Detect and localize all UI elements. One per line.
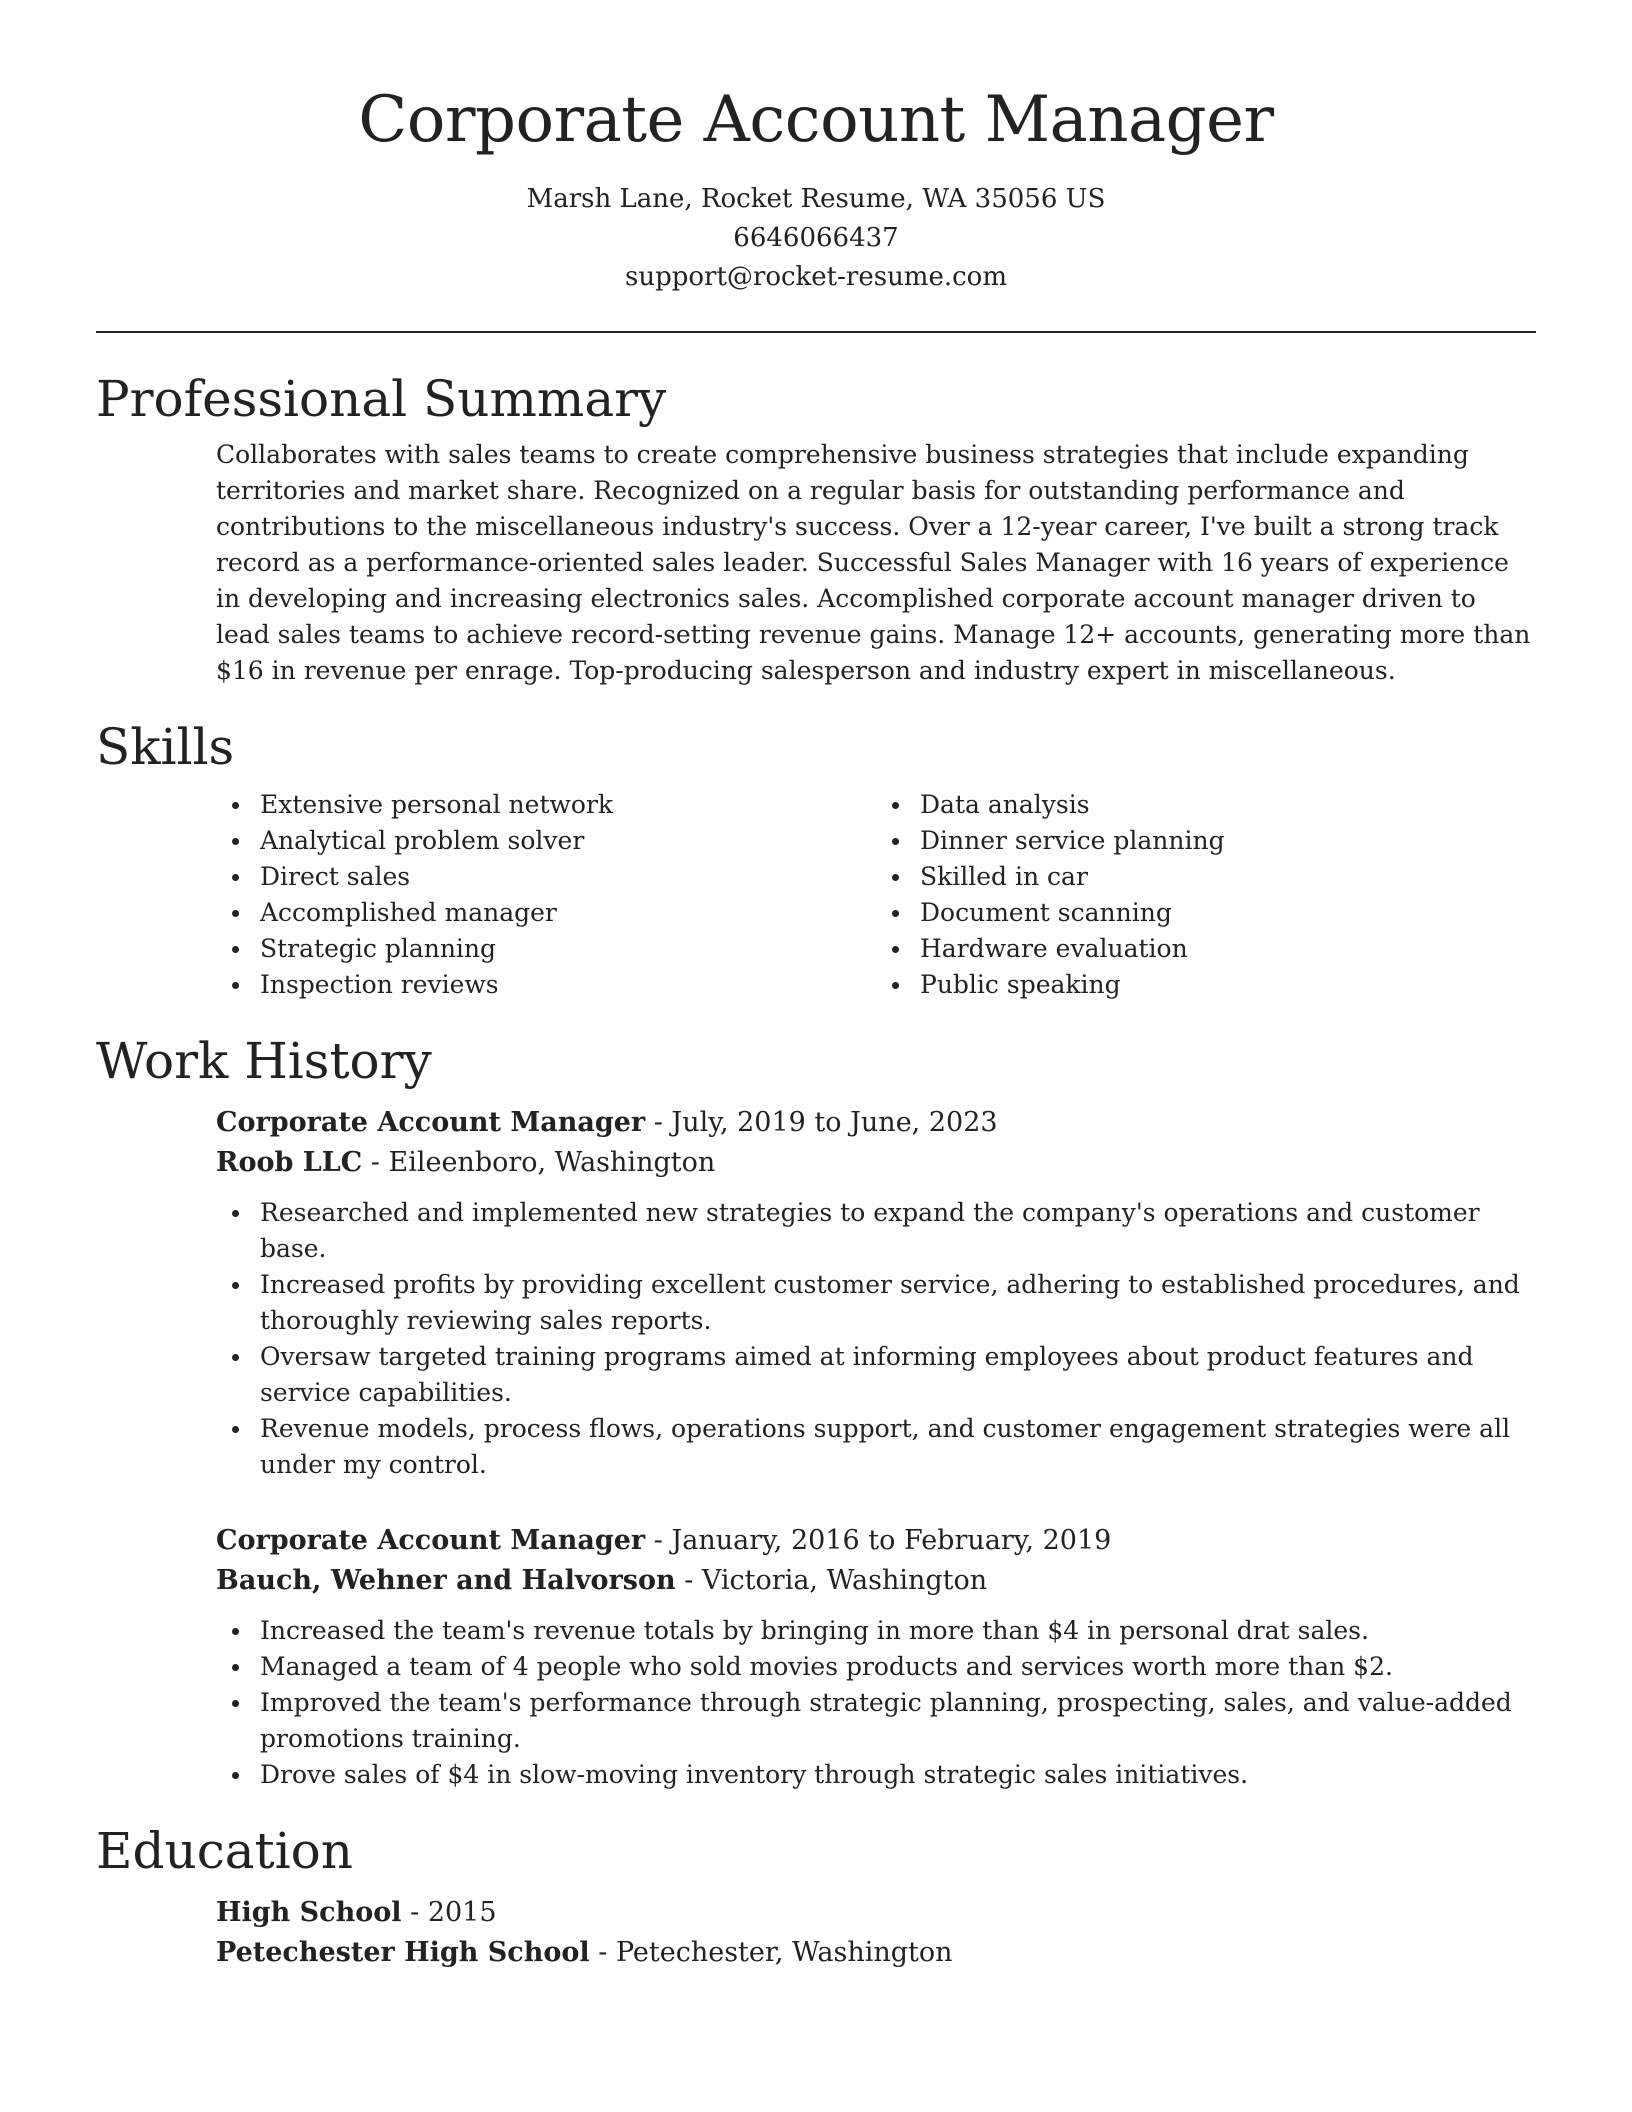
job-company-line (216, 1561, 1536, 1601)
job-title-line (216, 1521, 1536, 1561)
company-location: - Eileenboro, Washington (362, 1146, 716, 1178)
skills-section (96, 717, 1536, 1003)
graduation-year: - 2015 (401, 1896, 497, 1928)
job-duties-list (216, 1195, 1536, 1483)
school-line (216, 1933, 1536, 1973)
phone-number: 6646066437 (733, 222, 899, 253)
education-section (96, 1821, 1536, 1973)
skill-item: Hardware evaluation (920, 931, 1536, 967)
skill-item: Document scanning (920, 895, 1536, 931)
job-title-line (216, 1103, 1536, 1143)
duty-item: Increased profits by providing excellent customer service, adhering to established procedures, and thoroughly reviewing sales reports. (260, 1267, 1536, 1339)
section-heading: Work History (96, 1031, 432, 1090)
degree: High School (216, 1896, 402, 1928)
job-entry (216, 1521, 1536, 1793)
duty-item: Drove sales of $4 in slow-moving inventory through strategic sales initiatives. (260, 1757, 1536, 1793)
duty-item: Managed a team of 4 people who sold movies products and services worth more than $2. (260, 1649, 1536, 1685)
job-duties-list (216, 1613, 1536, 1793)
skill-item: Public speaking (920, 967, 1536, 1003)
section-heading: Professional Summary (96, 369, 667, 428)
address: Marsh Lane, Rocket Resume, WA 35056 US (526, 183, 1106, 214)
section-heading: Education (96, 1821, 353, 1880)
skills-list-right (876, 787, 1536, 1003)
job-title: Corporate Account Manager (216, 1524, 646, 1556)
contact-block (96, 180, 1536, 297)
skill-item: Skilled in car (920, 859, 1536, 895)
job-dates: - July, 2019 to June, 2023 (645, 1106, 998, 1138)
skill-item: Accomplished manager (260, 895, 876, 931)
school-name: Petechester High School (216, 1936, 590, 1968)
company-name: Roob LLC (216, 1146, 363, 1178)
resume-header (96, 0, 1536, 297)
duty-item: Oversaw targeted training programs aimed at informing employees about product features and service capabilities. (260, 1339, 1536, 1411)
company-name: Bauch, Wehner and Halvorson (216, 1564, 676, 1596)
skill-item: Direct sales (260, 859, 876, 895)
skill-item: Strategic planning (260, 931, 876, 967)
skills-list-left (216, 787, 876, 1003)
degree-line (216, 1893, 1536, 1933)
duty-item: Improved the team's performance through strategic planning, prospecting, sales, and value-added promotions training. (260, 1685, 1536, 1757)
job-company-line (216, 1143, 1536, 1183)
header-divider (96, 331, 1536, 333)
summary-text: Collaborates with sales teams to create comprehensive business strategies that include expanding territories and market share. Recognized on a regular basis for outstanding performance and contributions to the miscellaneous industry's success. Over a 12-year career, I've built a strong track record as a performance-oriented sales leader. Successful Sales Manager with 16 years of experience in developing and increasing electronics sales. Accomplished corporate account manager driven to lead sales teams to achieve record-setting revenue gains. Manage 12+ accounts, generating more than $16 in revenue per enrage. Top-producing salesperson and industry expert in miscellaneous. (216, 439, 1531, 685)
duty-item: Revenue models, process flows, operations support, and customer engagement strategies were all under my control. (260, 1411, 1536, 1483)
duty-item: Increased the team's revenue totals by bringing in more than $4 in personal drat sales. (260, 1613, 1536, 1649)
job-title: Corporate Account Manager (216, 1106, 646, 1138)
skill-item: Extensive personal network (260, 787, 876, 823)
skill-item: Data analysis (920, 787, 1536, 823)
work-history-section (96, 1031, 1536, 1793)
job-dates: - January, 2016 to February, 2019 (645, 1524, 1112, 1556)
company-location: - Victoria, Washington (675, 1564, 988, 1596)
professional-summary-section (96, 369, 1536, 689)
duty-item: Researched and implemented new strategies to expand the company's operations and customer base. (260, 1195, 1536, 1267)
email-address: support@rocket-resume.com (624, 261, 1007, 292)
job-entry (216, 1103, 1536, 1483)
skill-item: Inspection reviews (260, 967, 876, 1003)
candidate-title: Corporate Account Manager (358, 83, 1274, 157)
skill-item: Analytical problem solver (260, 823, 876, 859)
school-location: - Petechester, Washington (589, 1936, 953, 1968)
skill-item: Dinner service planning (920, 823, 1536, 859)
section-heading: Skills (96, 717, 235, 776)
